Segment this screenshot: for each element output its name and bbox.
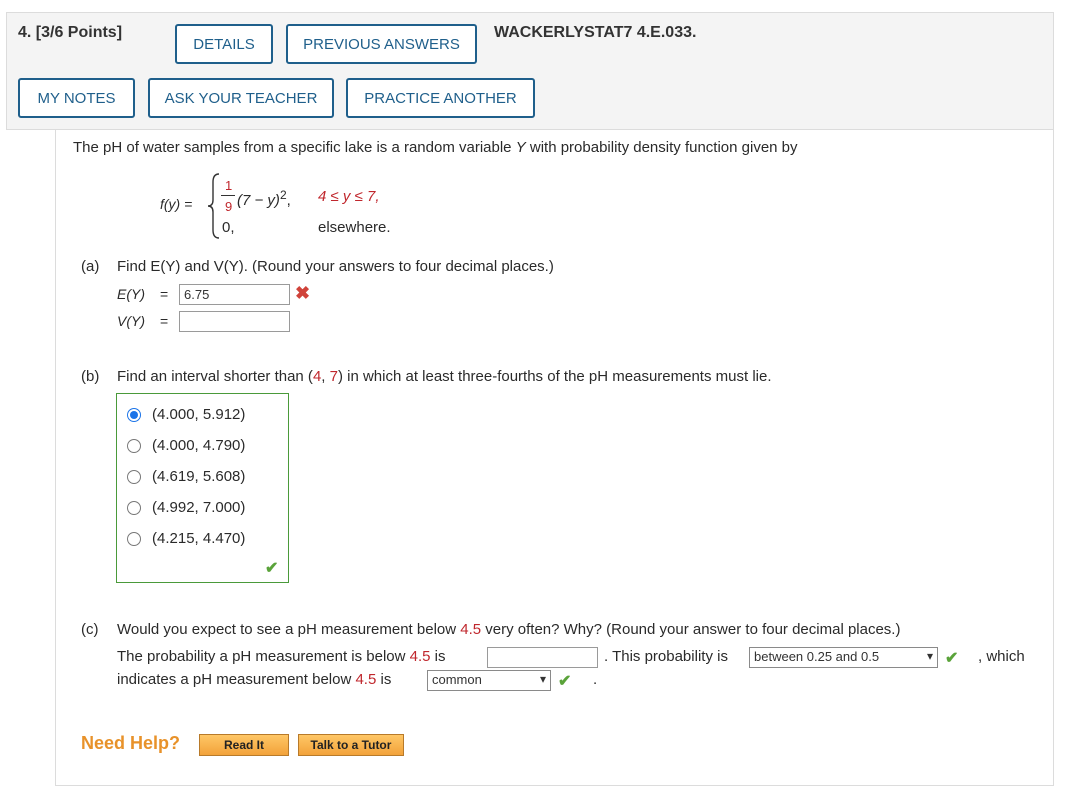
part-c-tag: (c) bbox=[81, 621, 99, 638]
ey-input[interactable] bbox=[179, 284, 290, 305]
previous-answers-button[interactable]: PREVIOUS ANSWERS bbox=[286, 24, 477, 64]
option-label-1[interactable]: (4.000, 5.912) bbox=[152, 406, 246, 423]
option-radio-5[interactable] bbox=[127, 532, 141, 546]
assignment-id: WACKERLYSTAT7 4.E.033. bbox=[494, 24, 697, 41]
need-help-label: Need Help? bbox=[81, 733, 181, 753]
option-label-4[interactable]: (4.992, 7.000) bbox=[152, 499, 246, 516]
ey-label: E(Y) bbox=[117, 286, 145, 302]
part-b-prompt: Find an interval shorter than (4, 7) in which at least three-fourths of the pH measurements must lie. bbox=[117, 368, 772, 385]
pdf-elsewhere: elsewhere. bbox=[318, 219, 391, 236]
pdf-expression: $(7 - y)^2$, bbox=[237, 188, 291, 209]
my-notes-button[interactable]: MY NOTES bbox=[18, 78, 135, 118]
probability-range-select[interactable]: between 0.25 and 0.5 ▾ bbox=[749, 647, 938, 668]
part-c-line1-mid: . This probability is bbox=[604, 648, 728, 665]
part-c-line1-end: , which bbox=[978, 648, 1025, 665]
talk-to-tutor-button[interactable]: Talk to a Tutor bbox=[298, 734, 404, 756]
fraction-denominator: 9 bbox=[225, 199, 233, 214]
incorrect-icon: ✖ bbox=[295, 283, 311, 303]
practice-another-button[interactable]: PRACTICE ANOTHER bbox=[346, 78, 535, 118]
vy-equals: = bbox=[160, 313, 169, 329]
part-c-line1: The probability a pH measurement is below 4.5 is bbox=[117, 648, 446, 665]
commonness-select[interactable]: common ▾ bbox=[427, 670, 551, 691]
question-number: 4. [3/6 Points] bbox=[18, 24, 123, 41]
chevron-down-icon: ▾ bbox=[926, 649, 933, 663]
probability-input[interactable] bbox=[487, 647, 598, 668]
pdf-label: f(y) = bbox=[160, 196, 193, 212]
details-button[interactable]: DETAILS bbox=[175, 24, 273, 64]
option-label-3[interactable]: (4.619, 5.608) bbox=[152, 468, 246, 485]
ey-equals: = bbox=[160, 286, 169, 302]
correct-check-icon: ✔ bbox=[945, 650, 959, 667]
part-c-line2: indicates a pH measurement below 4.5 is bbox=[117, 671, 392, 688]
part-c-prompt: Would you expect to see a pH measurement below 4.5 very often? Why? (Round your answer to four decimal places.) bbox=[117, 621, 901, 638]
vy-label: V(Y) bbox=[117, 313, 145, 329]
fraction-bar bbox=[221, 195, 235, 196]
read-it-button[interactable]: Read It bbox=[199, 734, 289, 756]
option-radio-4[interactable] bbox=[127, 501, 141, 515]
option-radio-3[interactable] bbox=[127, 470, 141, 484]
chevron-down-icon: ▾ bbox=[539, 672, 546, 686]
part-a-prompt: Find E(Y) and V(Y). (Round your answers to four decimal places.) bbox=[117, 258, 554, 275]
option-label-2[interactable]: (4.000, 4.790) bbox=[152, 437, 246, 454]
pdf-zero: 0, bbox=[222, 219, 235, 236]
problem-intro: The pH of water samples from a specific lake is a random variable Y with probability density function given by bbox=[73, 139, 798, 156]
part-a-tag: (a) bbox=[81, 258, 100, 275]
correct-check-icon: ✔ bbox=[558, 673, 572, 690]
option-radio-2[interactable] bbox=[127, 439, 141, 453]
pdf-domain: 4 ≤ y ≤ 7, bbox=[318, 188, 380, 205]
vy-input[interactable] bbox=[179, 311, 290, 332]
fraction-numerator: 1 bbox=[225, 178, 233, 193]
option-label-5[interactable]: (4.215, 4.470) bbox=[152, 530, 246, 547]
ask-your-teacher-button[interactable]: ASK YOUR TEACHER bbox=[148, 78, 334, 118]
part-b-tag: (b) bbox=[81, 368, 100, 385]
option-radio-1[interactable] bbox=[127, 408, 141, 422]
correct-check-icon: ✔ bbox=[265, 560, 279, 577]
part-c-line2-end: . bbox=[593, 671, 598, 688]
left-brace bbox=[207, 172, 221, 240]
